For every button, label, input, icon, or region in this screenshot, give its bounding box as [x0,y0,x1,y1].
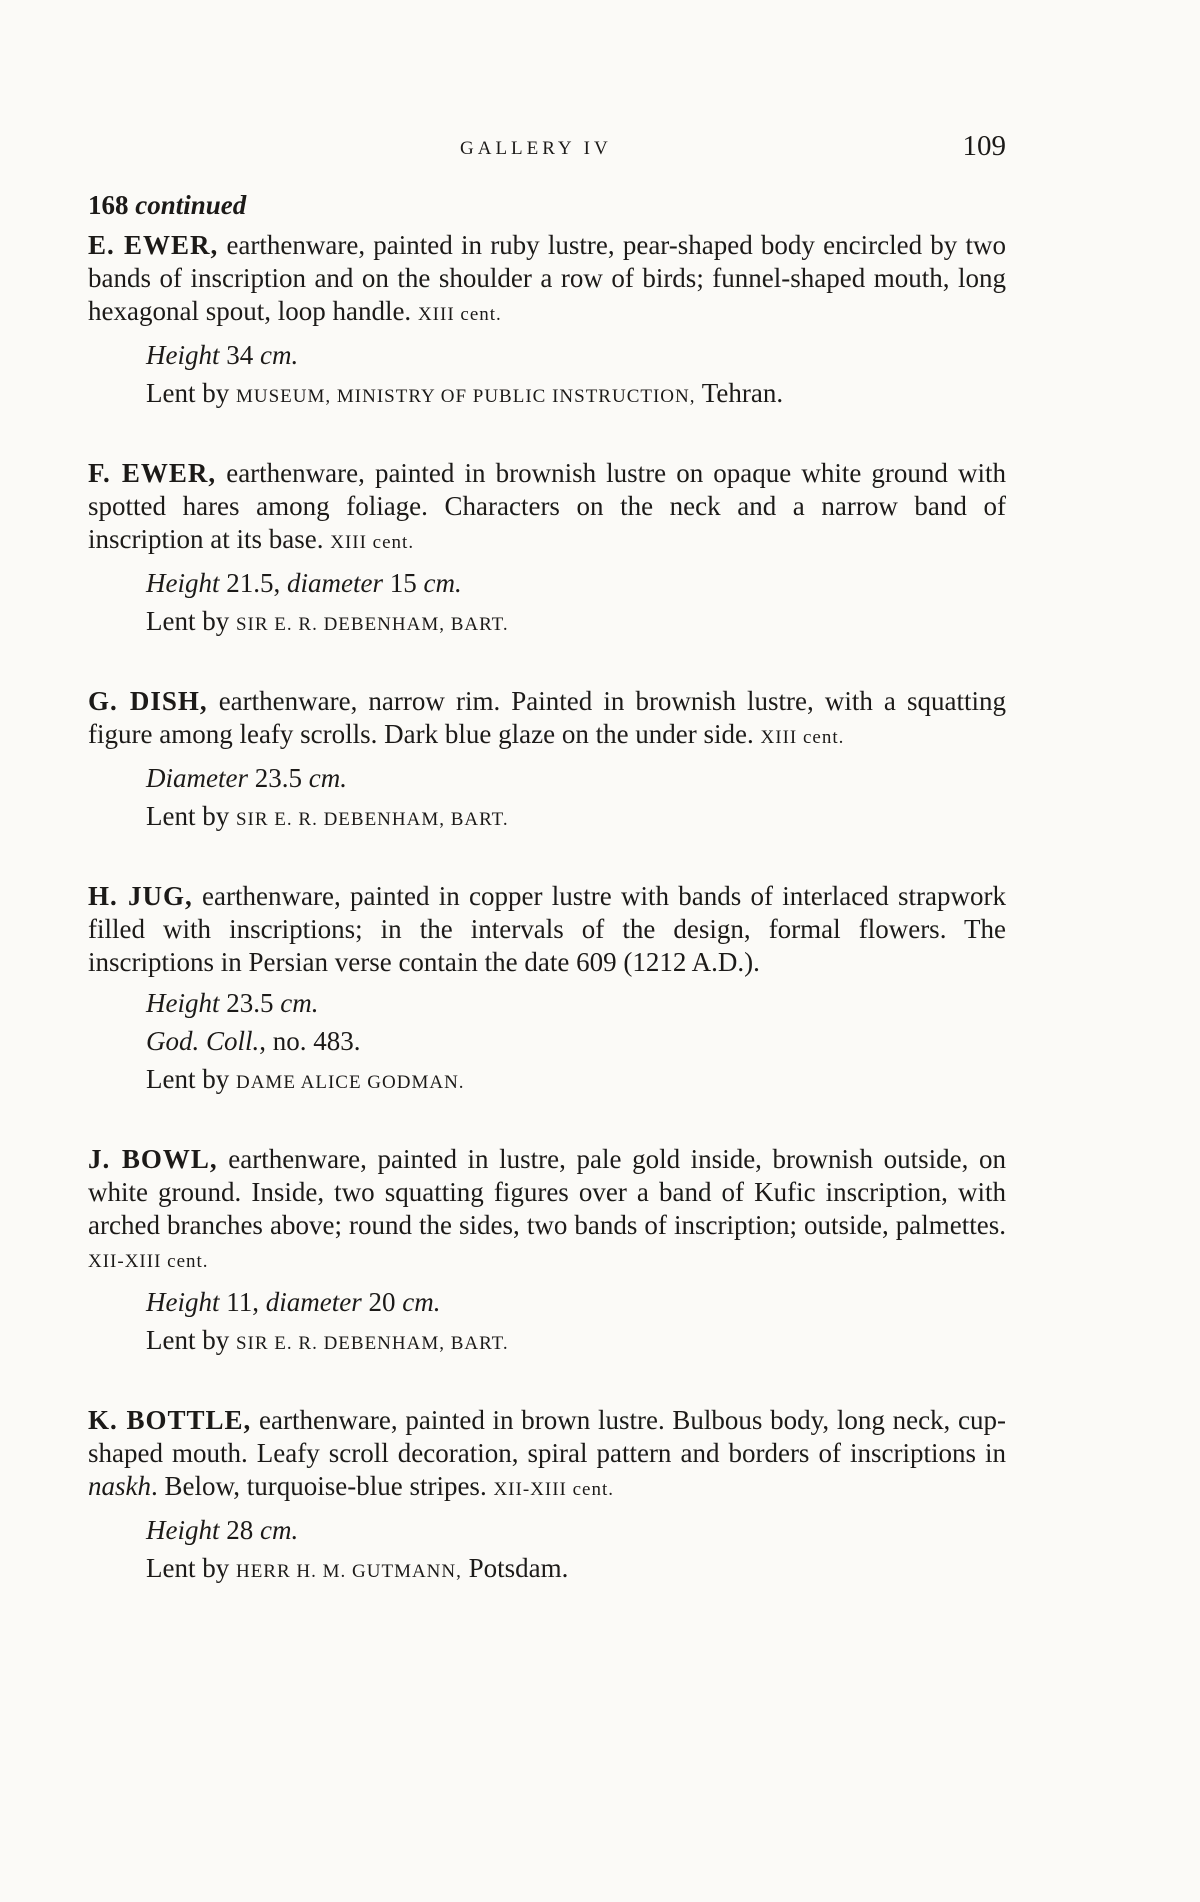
entry-measurement [146,1514,1006,1547]
measure-unit: cm. [260,1515,299,1545]
measure-value: 23.5 [247,763,309,793]
reference-label: God. Coll. [146,1026,260,1056]
reference-value: , no. 483. [259,1026,361,1056]
lender-name: MUSEUM, MINISTRY OF PUBLIC INSTRUCTION, [235,386,696,407]
measure-label: Height [146,568,220,598]
entry-text: earthenware, painted in brown lustre. Bulbous body, long neck, cup-shaped mouth. Leafy scroll decoration, spiral pattern and borders of inscriptions in [88,1405,1006,1468]
entry-text: earthenware, painted in ruby lustre, pear-shaped body encircled by two bands of inscription and on the shoulder a row of birds; funnel-shaped mouth, long hexagonal spout, loop handle. [88,230,1006,326]
entry-date: XII-XIII cent. [88,1251,209,1272]
entry-details [146,987,1006,1099]
page-number: 109 [962,130,1006,162]
measure-value: 34 [219,340,260,370]
measure-label-2: diameter [265,1287,362,1317]
measure-value: 23.5 [219,988,281,1018]
entry-label: F. EWER, [88,458,217,488]
running-head [88,130,1006,170]
measure-label-2: diameter [287,568,383,598]
catalogue-page [88,130,1006,1588]
lender-name: DAME ALICE GODMAN. [235,1072,465,1093]
catalogue-entry-k [88,1404,1006,1588]
lent-prefix: Lent by [146,1553,236,1583]
entry-label: E. EWER, [88,230,219,260]
entry-lender [146,1552,1006,1588]
entry-date: XIII cent. [417,304,502,325]
entry-text: earthenware, narrow rim. Painted in brownish lustre, with a squatting figure among leafy scrolls. Dark blue glaze on the under side. [88,686,1006,749]
entry-lender [146,377,1006,413]
lender-name: HERR H. M. GUTMANN, [235,1561,462,1582]
entry-text-end: . Below, turquoise-blue stripes. [151,1471,487,1501]
entry-text: earthenware, painted in lustre, pale gold inside, brownish outside, on white ground. Inside, two squatting figures over a band of Kufic inscription, with arched branches above; round the sides, two bands of inscription; outside, palmettes. [88,1144,1006,1240]
entry-details [146,1286,1006,1360]
entry-description [88,685,1006,754]
lent-prefix: Lent by [146,606,236,636]
measure-unit: cm. [260,340,299,370]
entry-label: H. JUG, [88,881,193,911]
entry-label: G. DISH, [88,686,208,716]
entry-measurement [146,762,1006,795]
entry-text-italic: naskh [88,1471,151,1501]
entry-label: K. BOTTLE, [88,1405,252,1435]
measure-value-2: 15 [382,568,424,598]
continued-heading [88,190,1006,221]
entry-lender [146,800,1006,836]
entry-date: XIII cent. [760,727,845,748]
lent-prefix: Lent by [146,1064,236,1094]
entry-text: earthenware, painted in copper lustre with bands of interlaced strapwork filled with inscriptions; in the intervals of the design, formal flowers. The inscriptions in Persian verse contain the date 609 (1212 A.D.). [88,881,1006,977]
catalogue-entry-e [88,229,1006,413]
entry-details [146,762,1006,836]
measure-value: 21.5, [219,568,287,598]
entry-description [88,1143,1006,1278]
measure-value-2: 20 [361,1287,403,1317]
catalogue-entry-h [88,880,1006,1099]
measure-unit: cm. [280,988,319,1018]
entry-description [88,880,1006,979]
continued-word: continued [135,190,247,220]
entry-measurement [146,1286,1006,1319]
measure-unit: cm. [423,568,462,598]
entry-reference [146,1025,1006,1058]
entry-details [146,567,1006,641]
entry-label: J. BOWL, [88,1144,218,1174]
running-title: GALLERY IV [460,138,612,159]
lender-name: SIR E. R. DEBENHAM, BART. [235,1333,509,1354]
measure-label: Diameter [146,763,248,793]
entry-details [146,1514,1006,1588]
entry-lender [146,605,1006,641]
lender-name: SIR E. R. DEBENHAM, BART. [235,809,509,830]
entry-details [146,339,1006,413]
measure-unit: cm. [402,1287,441,1317]
entry-description [88,457,1006,559]
lender-place: Potsdam. [461,1553,569,1583]
measure-value: 28 [219,1515,260,1545]
entry-description [88,229,1006,331]
entry-date: XIII cent. [330,532,415,553]
lender-name: SIR E. R. DEBENHAM, BART. [235,614,509,635]
catalogue-entry-g [88,685,1006,836]
measure-unit: cm. [308,763,347,793]
measure-label: Height [146,988,220,1018]
measure-label: Height [146,1515,220,1545]
measure-label: Height [146,340,220,370]
case-number: 168 [88,190,129,220]
entry-measurement [146,567,1006,600]
entry-text: earthenware, painted in brownish lustre on opaque white ground with spotted hares among foliage. Characters on the neck and a narrow band of inscription at its base. [88,458,1007,554]
entry-lender [146,1324,1006,1360]
lent-prefix: Lent by [146,801,236,831]
catalogue-entry-j [88,1143,1006,1360]
lender-place: Tehran. [695,378,784,408]
entry-measurement [146,987,1006,1020]
entry-measurement [146,339,1006,372]
entry-date: XII-XIII cent. [493,1479,615,1500]
entry-lender [146,1063,1006,1099]
lent-prefix: Lent by [146,378,236,408]
entry-description [88,1404,1006,1506]
lent-prefix: Lent by [146,1325,236,1355]
catalogue-entry-f [88,457,1006,641]
measure-value: 11, [219,1287,266,1317]
measure-label: Height [146,1287,220,1317]
